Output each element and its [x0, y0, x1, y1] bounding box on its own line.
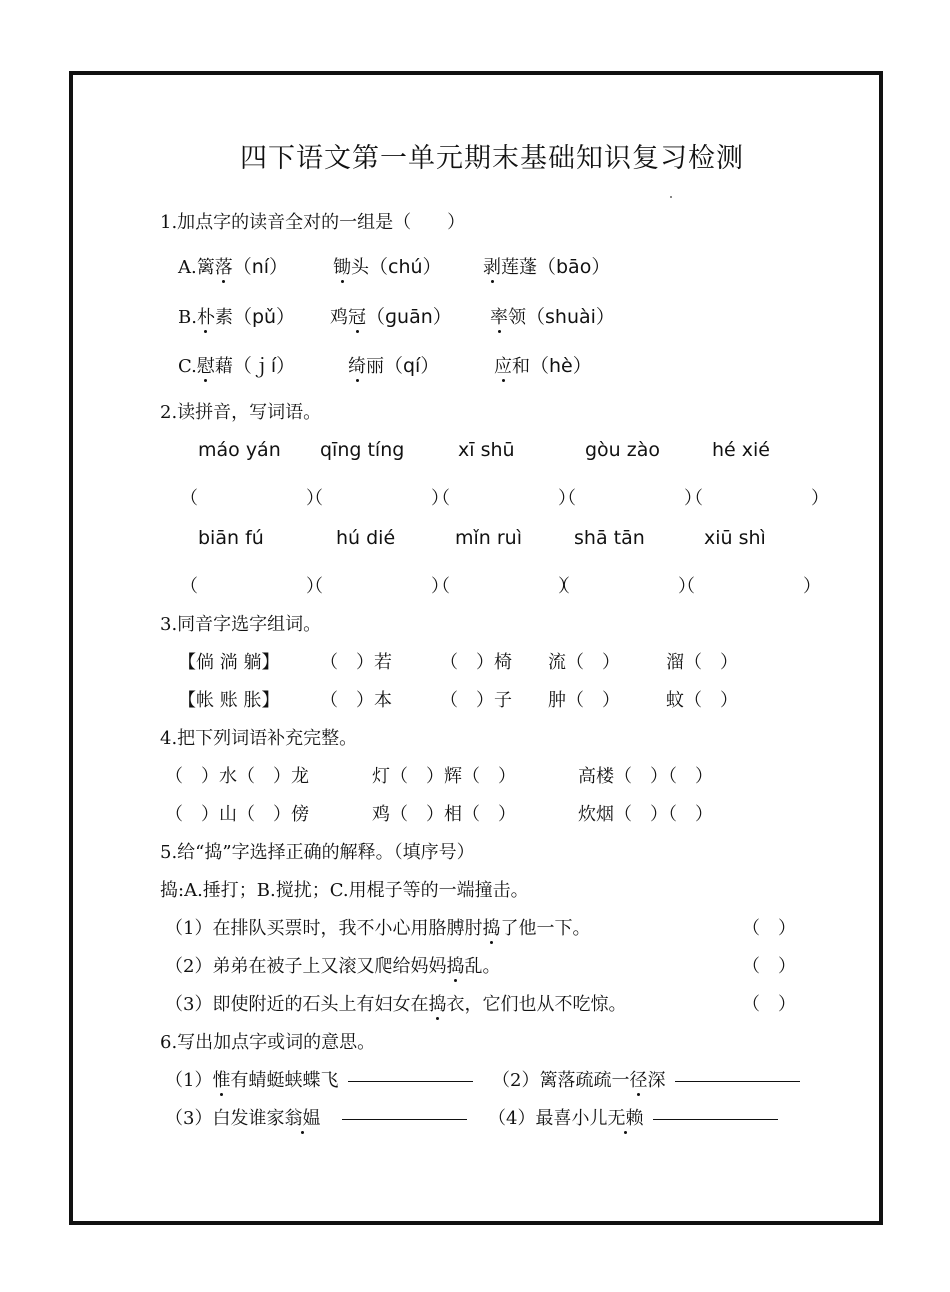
- q1-option-b-1: B.朴素（pǔ）: [178, 306, 296, 328]
- idiom-fill[interactable]: （ ）山（ ）傍: [165, 804, 309, 825]
- q1-option-a-2: 锄头（chú）: [333, 256, 442, 278]
- pinyin-item: hé xié: [712, 439, 770, 461]
- q1-option-c-3: 应和（hè）: [494, 355, 592, 377]
- answer-blank[interactable]: （ ）: [180, 488, 324, 509]
- idiom-fill[interactable]: 高楼（ ）（ ）: [578, 766, 713, 787]
- answer-blank[interactable]: （ ）: [558, 488, 702, 509]
- q5-definition: 捣:A.捶打；B.搅扰；C.用棍子等的一端撞击。: [160, 880, 529, 901]
- q6-prompt: 6.写出加点字或词的意思。: [160, 1032, 376, 1053]
- idiom-fill[interactable]: 炊烟（ ）（ ）: [578, 804, 713, 825]
- pinyin-item: mǐn ruì: [455, 527, 523, 549]
- q1-option-a-3: 剥莲蓬（bāo）: [483, 256, 611, 278]
- answer-line[interactable]: [675, 1080, 800, 1082]
- q6-item-3: （3）白发谁家翁媪: [165, 1104, 467, 1130]
- q6-item-2: （2）篱落疏疏一径深: [492, 1066, 800, 1092]
- q5-answer-3[interactable]: （ ）: [742, 994, 796, 1015]
- q5-sentence-1: （1）在排队买票时，我不小心用胳膊肘捣了他一下。: [165, 918, 591, 939]
- answer-blank[interactable]: （ ）: [685, 488, 829, 509]
- answer-blank[interactable]: （ ）: [180, 576, 324, 597]
- pinyin-item: gòu zào: [585, 439, 661, 461]
- q1-option-a-1: A.篱落（ní）: [178, 256, 289, 278]
- q2-prompt: 2.读拼音，写词语。: [160, 402, 322, 423]
- fill-item[interactable]: （ ）椅: [440, 652, 512, 673]
- q5-sentence-3: （3）即使附近的石头上有妇女在捣衣，它们也从不吃惊。: [165, 994, 627, 1015]
- homophone-group: 【帐 账 胀】: [178, 690, 280, 711]
- fill-item[interactable]: （ ）子: [440, 690, 512, 711]
- answer-blank[interactable]: （ ）: [305, 576, 449, 597]
- answer-line[interactable]: [653, 1118, 778, 1120]
- pinyin-item: xī shū: [458, 439, 515, 461]
- q1-option-c-2: 绮丽（qí）: [348, 355, 440, 377]
- answer-blank[interactable]: （ ）: [432, 488, 576, 509]
- q3-prompt: 3.同音字选字组词。: [160, 614, 322, 635]
- fill-item[interactable]: （ ）若: [320, 652, 392, 673]
- q4-prompt: 4.把下列词语补充完整。: [160, 728, 358, 749]
- pinyin-item: hú dié: [336, 527, 396, 549]
- fill-item[interactable]: 肿（ ）: [548, 690, 620, 711]
- answer-blank[interactable]: （ ）: [677, 576, 821, 597]
- q6-item-4: （4）最喜小儿无赖: [488, 1104, 778, 1130]
- answer-blank[interactable]: （ ）: [432, 576, 576, 597]
- fill-item[interactable]: 溜（ ）: [666, 652, 738, 673]
- q5-answer-1[interactable]: （ ）: [742, 918, 796, 939]
- pinyin-item: biān fú: [198, 527, 264, 549]
- q1-option-b-2: 鸡冠（ɡuān）: [330, 306, 452, 328]
- q5-prompt: 5.给“捣”字选择正确的解释。（填序号）: [160, 842, 475, 863]
- fill-item[interactable]: 流（ ）: [548, 652, 620, 673]
- q5-sentence-2: （2）弟弟在被子上又滚又爬给妈妈捣乱。: [165, 956, 501, 977]
- fill-item[interactable]: （ ）本: [320, 690, 392, 711]
- answer-blank[interactable]: （ ）: [552, 576, 696, 597]
- idiom-fill[interactable]: 鸡（ ）相（ ）: [372, 804, 516, 825]
- scan-speck: [670, 196, 672, 198]
- answer-blank[interactable]: （ ）: [305, 488, 449, 509]
- pinyin-item: xiū shì: [704, 527, 766, 549]
- pinyin-item: máo yán: [198, 439, 281, 461]
- answer-line[interactable]: [348, 1080, 473, 1082]
- q1-prompt: 1.加点字的读音全对的一组是（ ）: [160, 212, 466, 233]
- answer-line[interactable]: [342, 1118, 467, 1120]
- q1-option-b-3: 率领（shuài）: [490, 306, 615, 328]
- q1-option-c-1: C.慰藉（ｊí）: [178, 355, 296, 377]
- fill-item[interactable]: 蚊（ ）: [666, 690, 738, 711]
- idiom-fill[interactable]: （ ）水（ ）龙: [165, 766, 309, 787]
- homophone-group: 【倘 淌 躺】: [178, 652, 280, 673]
- pinyin-item: qīng tíng: [320, 439, 405, 461]
- q5-answer-2[interactable]: （ ）: [742, 956, 796, 977]
- idiom-fill[interactable]: 灯（ ）辉（ ）: [372, 766, 516, 787]
- pinyin-item: shā tān: [574, 527, 645, 549]
- page-title: 四下语文第一单元期末基础知识复习检测: [240, 143, 744, 174]
- q6-item-1: （1）惟有蜻蜓蛱蝶飞: [165, 1066, 473, 1092]
